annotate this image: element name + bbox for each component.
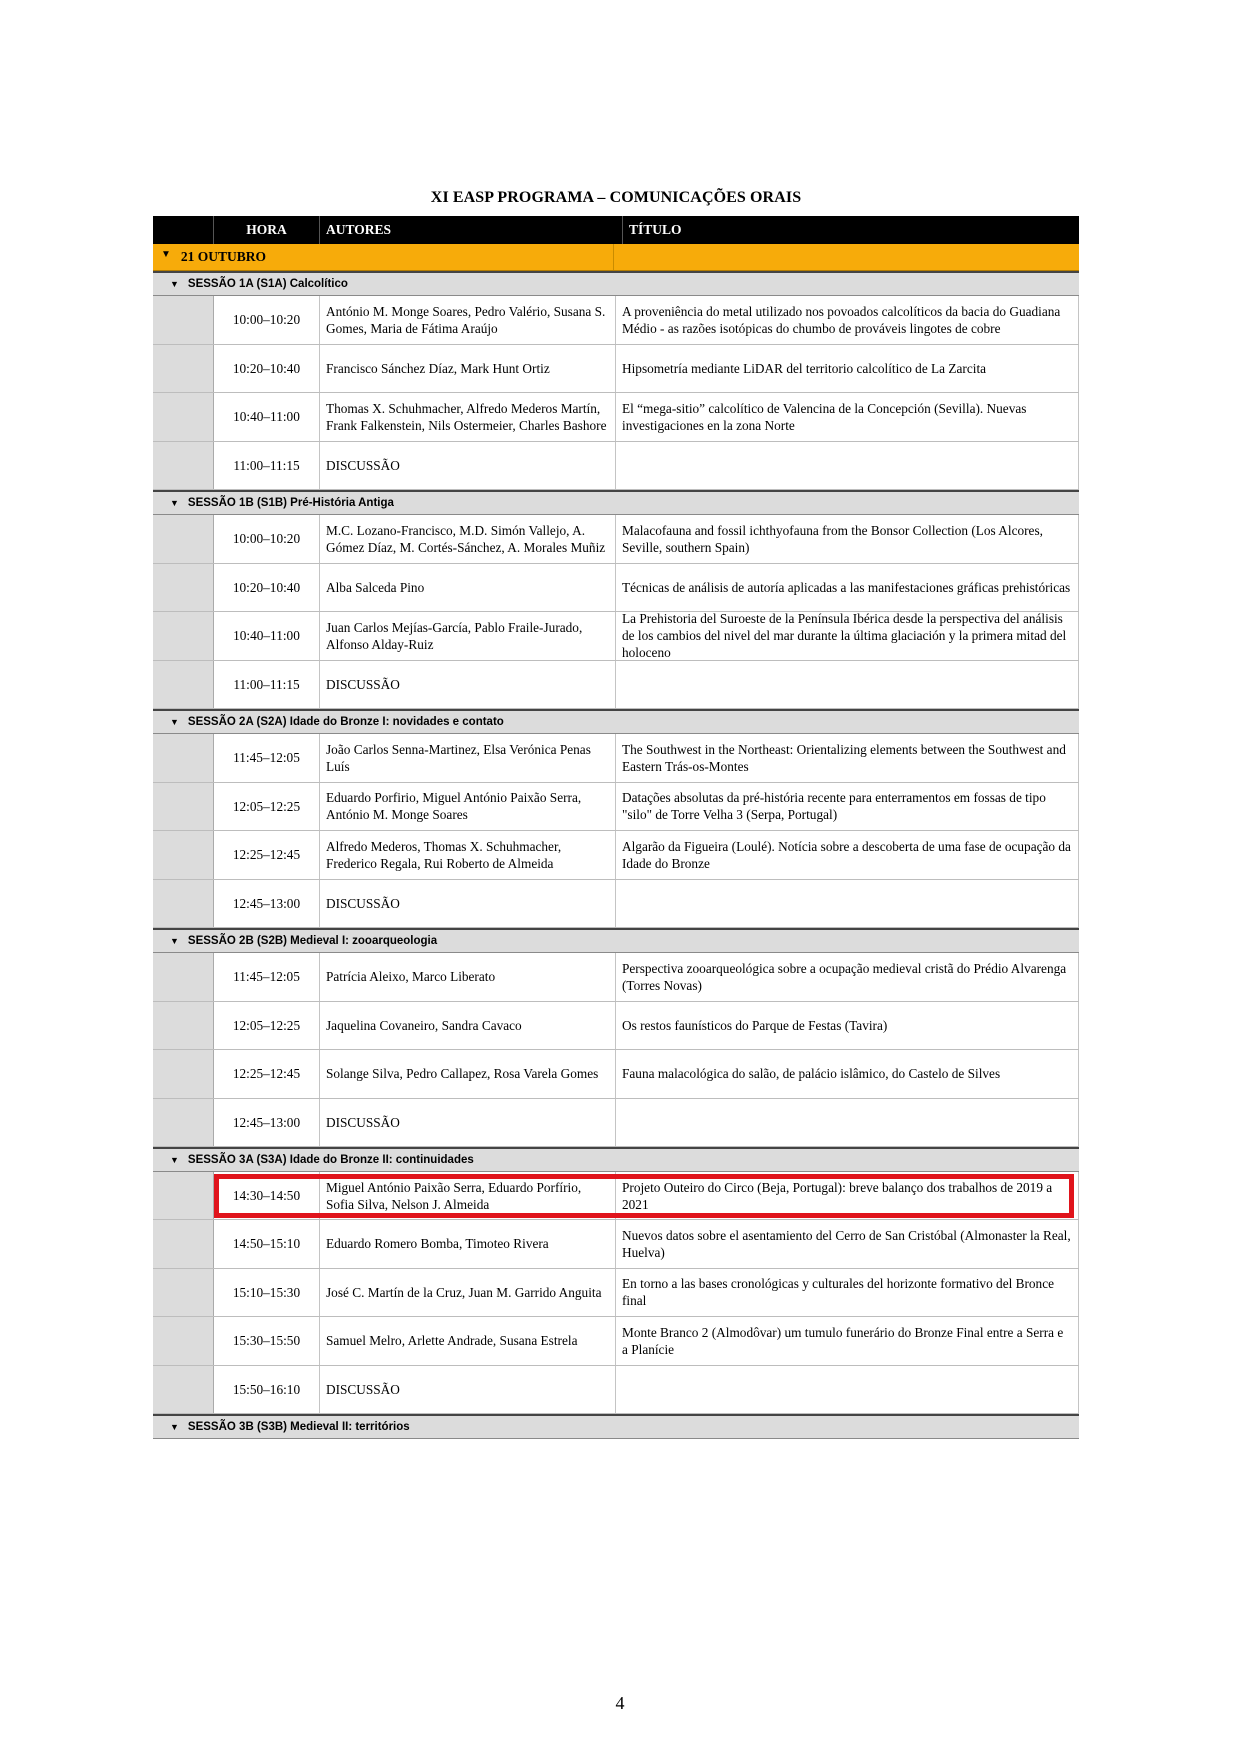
table-row xyxy=(153,564,1079,613)
table-row xyxy=(153,296,1079,345)
header-autores: AUTORES xyxy=(320,216,623,244)
cell-hora: 14:50–15:10 xyxy=(214,1220,320,1268)
cell-titulo: El “mega-sitio” calcolítico de Valencina de la Concepción (Sevilla). Nuevas investigaciones en la zona Norte xyxy=(616,393,1079,441)
row-gutter xyxy=(153,1220,214,1268)
cell-titulo: Datações absolutas da pré-história recente para enterramentos em fossas de tipo "silo" de Torre Velha 3 (Serpa, Portugal) xyxy=(616,783,1079,831)
row-gutter xyxy=(153,345,214,393)
cell-autores: Eduardo Porfirio, Miguel António Paixão Serra, António M. Monge Soares xyxy=(320,783,616,831)
table-row xyxy=(153,612,1079,661)
cell-autores: António M. Monge Soares, Pedro Valério, Susana S. Gomes, Maria de Fátima Araújo xyxy=(320,296,616,344)
cell-titulo xyxy=(616,442,1079,490)
row-gutter xyxy=(153,296,214,344)
row-gutter xyxy=(153,1172,214,1219)
table-row xyxy=(153,831,1079,880)
collapse-triangle-icon[interactable]: ▼ xyxy=(170,1155,179,1165)
table-row xyxy=(153,661,1079,710)
cell-titulo: Técnicas de análisis de autoría aplicadas a las manifestaciones gráficas prehistóricas xyxy=(616,564,1079,612)
session-label: SESSÃO 3A (S3A) Idade do Bronze II: continuidades xyxy=(187,1154,474,1166)
row-gutter xyxy=(153,831,214,879)
collapse-triangle-icon[interactable]: ▼ xyxy=(170,1422,179,1432)
session-label: SESSÃO 1B (S1B) Pré-História Antiga xyxy=(187,497,394,509)
cell-titulo: Algarão da Figueira (Loulé). Notícia sobre a descoberta de uma fase de ocupação da Idade do Bronze xyxy=(616,831,1079,879)
table-row xyxy=(153,783,1079,832)
cell-titulo: Monte Branco 2 (Almodôvar) um tumulo funerário do Bronze Final entre a Serra e a Planície xyxy=(616,1317,1079,1365)
row-gutter xyxy=(153,442,214,490)
cell-autores: Solange Silva, Pedro Callapez, Rosa Varela Gomes xyxy=(320,1050,616,1098)
cell-autores: Juan Carlos Mejías-García, Pablo Fraile-Jurado, Alfonso Alday-Ruiz xyxy=(320,612,616,660)
table-row xyxy=(153,1269,1079,1318)
row-gutter xyxy=(153,612,214,660)
row-gutter xyxy=(153,953,214,1001)
cell-titulo: Projeto Outeiro do Circo (Beja, Portugal): breve balanço dos trabalhos de 2019 a 2021 xyxy=(616,1172,1079,1219)
cell-autores: José C. Martín de la Cruz, Juan M. Garrido Anguita xyxy=(320,1269,616,1317)
cell-hora: 10:20–10:40 xyxy=(214,564,320,612)
row-gutter xyxy=(153,1002,214,1050)
day-label: 21 OUTUBRO xyxy=(180,249,267,264)
header-hora: HORA xyxy=(214,216,320,244)
session-header[interactable] xyxy=(153,709,1079,734)
header-spacer xyxy=(153,216,214,244)
cell-titulo: A proveniência do metal utilizado nos povoados calcolíticos da bacia do Guadiana Médio - as razões isotópicas do chumbo de prováveis lingotes de cobre xyxy=(616,296,1079,344)
row-gutter xyxy=(153,1366,214,1414)
cell-titulo: Hipsometría mediante LiDAR del territorio calcolítico de La Zarcita xyxy=(616,345,1079,393)
table-row xyxy=(153,1172,1079,1220)
cell-titulo: The Southwest in the Northeast: Orientalizing elements between the Southwest and Eastern Trás-os-Montes xyxy=(616,734,1079,782)
cell-titulo: En torno a las bases cronológicas y culturales del horizonte formativo del Bronce final xyxy=(616,1269,1079,1317)
cell-autores: Alba Salceda Pino xyxy=(320,564,616,612)
day-label-cell xyxy=(153,244,614,270)
row-gutter xyxy=(153,564,214,612)
table-row xyxy=(153,1220,1079,1269)
cell-hora: 12:25–12:45 xyxy=(214,1050,320,1098)
cell-autores: Samuel Melro, Arlette Andrade, Susana Estrela xyxy=(320,1317,616,1365)
session-label: SESSÃO 2B (S2B) Medieval I: zooarqueologia xyxy=(187,935,438,947)
cell-hora: 10:40–11:00 xyxy=(214,393,320,441)
cell-hora: 11:45–12:05 xyxy=(214,734,320,782)
cell-autores: Eduardo Romero Bomba, Timoteo Rivera xyxy=(320,1220,616,1268)
cell-autores: Alfredo Mederos, Thomas X. Schuhmacher, Frederico Regala, Rui Roberto de Almeida xyxy=(320,831,616,879)
cell-hora: 11:45–12:05 xyxy=(214,953,320,1001)
cell-hora: 15:30–15:50 xyxy=(214,1317,320,1365)
row-gutter xyxy=(153,880,214,928)
cell-autores: M.C. Lozano-Francisco, M.D. Simón Vallejo, A. Gómez Díaz, M. Cortés-Sánchez, A. Morales Muñiz xyxy=(320,515,616,563)
session-header[interactable] xyxy=(153,271,1079,296)
cell-autores: DISCUSSÃO xyxy=(320,880,616,928)
table-row xyxy=(153,880,1079,929)
cell-hora: 10:40–11:00 xyxy=(214,612,320,660)
cell-hora: 12:25–12:45 xyxy=(214,831,320,879)
row-gutter xyxy=(153,734,214,782)
row-gutter xyxy=(153,1050,214,1098)
table-row xyxy=(153,345,1079,394)
cell-autores: Francisco Sánchez Díaz, Mark Hunt Ortiz xyxy=(320,345,616,393)
cell-hora: 15:10–15:30 xyxy=(214,1269,320,1317)
collapse-triangle-icon[interactable]: ▼ xyxy=(170,936,179,946)
cell-hora: 12:45–13:00 xyxy=(214,1099,320,1147)
session-header[interactable] xyxy=(153,928,1079,953)
collapse-triangle-icon[interactable]: ▼ xyxy=(161,248,171,260)
cell-hora: 12:45–13:00 xyxy=(214,880,320,928)
cell-hora: 10:00–10:20 xyxy=(214,296,320,344)
program-table xyxy=(153,216,1079,1439)
cell-autores: DISCUSSÃO xyxy=(320,1366,616,1414)
collapse-triangle-icon[interactable]: ▼ xyxy=(170,279,179,289)
cell-hora: 14:30–14:50 xyxy=(214,1172,320,1219)
table-row xyxy=(153,515,1079,564)
cell-titulo: La Prehistoria del Suroeste de la Península Ibérica desde la perspectiva del análisis de los cambios del nivel del mar durante la última glaciación y la primera mitad del holoceno xyxy=(616,612,1079,660)
session-label: SESSÃO 1A (S1A) Calcolítico xyxy=(187,278,348,290)
row-gutter xyxy=(153,393,214,441)
table-row xyxy=(153,1317,1079,1366)
cell-autores: DISCUSSÃO xyxy=(320,1099,616,1147)
cell-titulo xyxy=(616,661,1079,709)
cell-autores: Thomas X. Schuhmacher, Alfredo Mederos Martín, Frank Falkenstein, Nils Ostermeier, Charles Bashore xyxy=(320,393,616,441)
row-gutter xyxy=(153,1269,214,1317)
table-row xyxy=(153,1099,1079,1148)
table-header xyxy=(153,216,1079,244)
cell-autores: Patrícia Aleixo, Marco Liberato xyxy=(320,953,616,1001)
document-title: XI EASP PROGRAMA – COMUNICAÇÕES ORAIS xyxy=(430,189,802,206)
cell-titulo: Fauna malacológica do salão, de palácio islâmico, do Castelo de Silves xyxy=(616,1050,1079,1098)
cell-titulo xyxy=(616,1366,1079,1414)
session-label: SESSÃO 2A (S2A) Idade do Bronze I: novidades e contato xyxy=(187,716,504,728)
table-row xyxy=(153,953,1079,1002)
cell-hora: 15:50–16:10 xyxy=(214,1366,320,1414)
session-label: SESSÃO 3B (S3B) Medieval II: territórios xyxy=(187,1421,410,1433)
cell-autores: DISCUSSÃO xyxy=(320,661,616,709)
session-header[interactable] xyxy=(153,1147,1079,1172)
table-row xyxy=(153,1050,1079,1099)
cell-hora: 12:05–12:25 xyxy=(214,783,320,831)
table-row xyxy=(153,442,1079,491)
table-row xyxy=(153,734,1079,783)
cell-titulo: Perspectiva zooarqueológica sobre a ocupação medieval cristã do Prédio Alvarenga (Torres Novas) xyxy=(616,953,1079,1001)
cell-autores: João Carlos Senna-Martinez, Elsa Verónica Penas Luís xyxy=(320,734,616,782)
day-row[interactable] xyxy=(153,244,1079,271)
row-gutter xyxy=(153,783,214,831)
cell-hora: 10:20–10:40 xyxy=(214,345,320,393)
row-gutter xyxy=(153,1099,214,1147)
cell-titulo xyxy=(616,1099,1079,1147)
row-gutter xyxy=(153,515,214,563)
row-gutter xyxy=(153,661,214,709)
session-header[interactable] xyxy=(153,490,1079,515)
session-header[interactable] xyxy=(153,1414,1079,1439)
cell-titulo: Malacofauna and fossil ichthyofauna from the Bonsor Collection (Los Alcores, Seville, southern Spain) xyxy=(616,515,1079,563)
collapse-triangle-icon[interactable]: ▼ xyxy=(170,498,179,508)
row-gutter xyxy=(153,1317,214,1365)
collapse-triangle-icon[interactable]: ▼ xyxy=(170,717,179,727)
page-number: 4 xyxy=(615,1693,625,1713)
cell-hora: 12:05–12:25 xyxy=(214,1002,320,1050)
cell-autores: Miguel António Paixão Serra, Eduardo Porfírio, Sofia Silva, Nelson J. Almeida xyxy=(320,1172,616,1219)
header-titulo: TÍTULO xyxy=(629,222,682,237)
cell-titulo: Os restos faunísticos do Parque de Festas (Tavira) xyxy=(616,1002,1079,1050)
table-row xyxy=(153,1366,1079,1415)
sessions-container xyxy=(153,271,1079,1439)
table-row xyxy=(153,393,1079,442)
table-row xyxy=(153,1002,1079,1051)
cell-hora: 11:00–11:15 xyxy=(214,661,320,709)
cell-autores: Jaquelina Covaneiro, Sandra Cavaco xyxy=(320,1002,616,1050)
cell-titulo: Nuevos datos sobre el asentamiento del Cerro de San Cristóbal (Almonaster la Real, Huelva) xyxy=(616,1220,1079,1268)
cell-hora: 11:00–11:15 xyxy=(214,442,320,490)
cell-titulo xyxy=(616,880,1079,928)
cell-autores: DISCUSSÃO xyxy=(320,442,616,490)
cell-hora: 10:00–10:20 xyxy=(214,515,320,563)
